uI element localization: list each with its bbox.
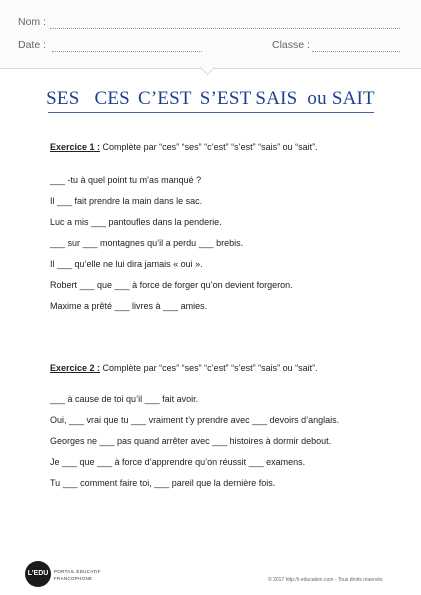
exercise2-line: Tu ___ comment faire toi, ___ pareil que la dernière fois.	[50, 478, 276, 488]
exercise2-line: Je ___ que ___ à force d’apprendre qu’on réussit ___ examens.	[50, 457, 306, 467]
exercise1-line: Il ___ qu’elle ne lui dira jamais « oui ».	[50, 259, 203, 269]
ledu-logo: L’EDU	[25, 561, 51, 587]
exercise1-line: Luc a mis ___ pantoufles dans la penderie.	[50, 217, 222, 227]
title-word: CES	[94, 88, 130, 109]
nom-label: Nom :	[18, 16, 47, 28]
title-word: SAIS	[255, 88, 298, 109]
title-word: SAIT	[331, 88, 375, 109]
title-word: SES	[46, 88, 80, 109]
exercise1-line: ___ -tu à quel point tu m’as manqué ?	[50, 175, 202, 185]
classe-field[interactable]	[312, 51, 400, 52]
date-label: Date :	[18, 39, 47, 51]
date-field[interactable]	[52, 51, 202, 52]
exercise2-line: Georges ne ___ pas quand arrêter avec ___ histoires à dormir debout.	[50, 436, 332, 446]
footer-francophone-text: FRANCOPHONE	[54, 576, 93, 581]
exercise2-instruction: Complète par “ces” “ses” “c’est” “s’est” “sais” ou “sait”.	[100, 363, 318, 373]
title-underline	[48, 112, 374, 113]
exercise1-instruction: Complète par “ces” “ses” “c’est” “s’est” “sais” ou “sait”.	[100, 142, 318, 152]
exercise1-line: Maxime a prêté ___ livres à ___ amies.	[50, 301, 208, 311]
nom-field[interactable]	[50, 28, 400, 29]
exercise1-label: Exercice 1 :	[50, 142, 101, 152]
title-word: ou	[307, 88, 327, 109]
title-word: C’EST	[137, 88, 192, 109]
header-area	[0, 0, 421, 69]
exercise2-heading	[50, 363, 318, 373]
exercise2-line: Oui, ___ vrai que tu ___ vraiment t’y prendre avec ___ devoirs d’anglais.	[50, 415, 340, 425]
footer-copyright: © 2017 http://i-education.com - Tous droits réservés	[268, 577, 383, 583]
footer-portal-text: PORTAIL EDUCATIF	[54, 569, 101, 574]
title-word: S’EST	[199, 88, 252, 109]
page-title	[0, 88, 421, 110]
exercise2-line: ___ à cause de toi qu’il ___ fait avoir.	[50, 394, 199, 404]
exercise1-line: Il ___ fait prendre la main dans le sac.	[50, 196, 203, 206]
exercise1-heading	[50, 142, 318, 152]
exercise1-line: Robert ___ que ___ à force de forger qu’on devient forgeron.	[50, 280, 293, 290]
exercise1-line: ___ sur ___ montagnes qu’il a perdu ___ brebis.	[50, 238, 244, 248]
classe-label: Classe :	[272, 39, 310, 51]
exercise2-label: Exercice 2 :	[50, 363, 101, 373]
